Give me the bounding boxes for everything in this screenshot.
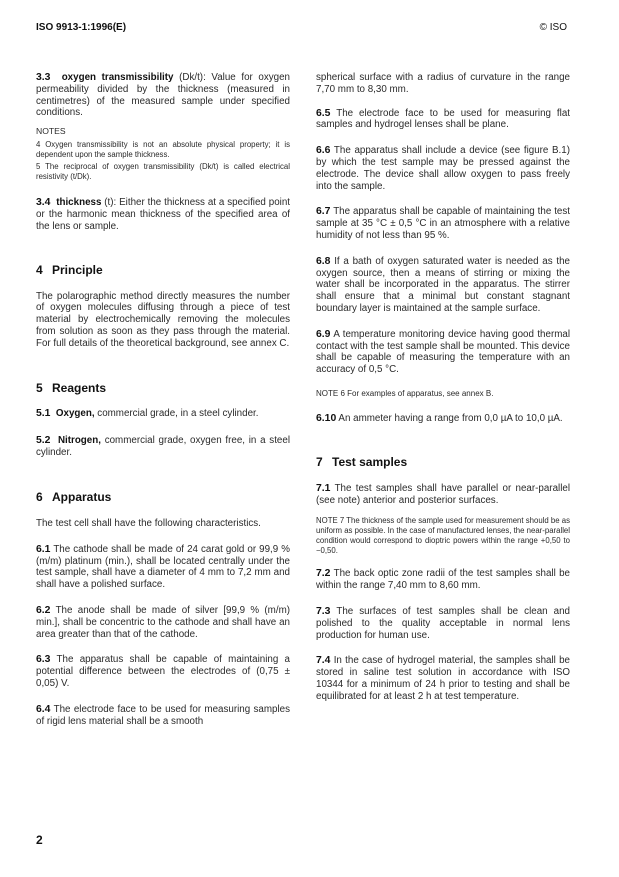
clause-number: 3.4 <box>36 197 51 209</box>
clause-text: The surfaces of test samples shall be clean and polished to the quality acceptable in normal lens production for human use. <box>316 605 570 641</box>
clause-term: Oxygen, <box>55 407 95 419</box>
clause-number: 5.2 <box>36 435 51 447</box>
clause-6-1 <box>36 544 290 591</box>
clause-number: 6.8 <box>316 255 331 267</box>
clause-number: 6.2 <box>36 604 51 616</box>
note-4: 4 Oxygen transmissibility is not an absolute physical property; it is dependent upon the sample thickness. <box>36 140 290 160</box>
right-column <box>316 72 570 703</box>
section-number: 7 <box>316 454 323 469</box>
clause-6-8 <box>316 256 570 315</box>
clause-text: The cathode shall be made of 24 carat gold or 99,9 % (m/m) platinum (min.), shall be located centrally under the test sample, shall have a diameter of 4 mm to 7,2 mm and shall have a polished surface. <box>36 543 290 591</box>
copyright-mark: © ISO <box>539 22 567 33</box>
clause-number: 6.9 <box>316 328 331 340</box>
clause-text: The electrode face to be used for measuring flat samples and hydrogel lenses shall be plane. <box>316 107 570 131</box>
section-heading-principle <box>36 263 290 277</box>
clause-term: Nitrogen, <box>57 435 101 447</box>
clause-6-9 <box>316 329 570 376</box>
section-heading-apparatus <box>36 490 290 504</box>
clause-text: An ammeter having a range from 0,0 µA to 10,0 µA. <box>336 412 563 424</box>
clause-text: In the case of hydrogel material, the samples shall be stored in saline test solution in accordance with ISO 10344 for a minimum of 24 h prior to testing and shall be equilibrated for at least 2 h at test temperature. <box>316 655 570 702</box>
apparatus-intro: The test cell shall have the following characteristics. <box>36 517 261 529</box>
clause-number: 7.2 <box>316 568 331 580</box>
section-number: 5 <box>36 380 43 395</box>
clause-number: 6.1 <box>36 543 51 555</box>
note-7: NOTE 7 The thickness of the sample used for measurement should be as uniform as possible. In the case of manufactured lenses, the near-parallel condition would correspond to dioptric powers within the range +0,50 to −0,50. <box>316 516 570 556</box>
clause-term: thickness <box>56 197 102 209</box>
clause-7-4 <box>316 655 570 702</box>
clause-text: The apparatus shall include a device (see figure B.1) by which the test sample may be pressed against the electrode. The device shall allow oxygen to pass freely into the sample. <box>316 145 570 192</box>
section-title: Test samples <box>332 454 408 469</box>
clause-6-6 <box>316 145 570 192</box>
clause-7-2 <box>316 568 570 592</box>
clause-text: commercial grade, in a steel cylinder. <box>94 407 259 419</box>
clause-term: oxygen transmissibility <box>61 72 174 83</box>
note-5: 5 The reciprocal of oxygen transmissibility (Dk/t) is called electrical resistivity (t/Dk). <box>36 162 290 182</box>
clause-number: 7.4 <box>316 655 331 667</box>
clause-number: 6.7 <box>316 206 331 218</box>
clause-3-3 <box>36 72 290 119</box>
section-title: Principle <box>52 262 103 277</box>
clause-text: The apparatus shall be capable of maintaining the test sample at 35 °C ± 0,5 °C in an atmosphere with a relative humidity of not less than 95 %. <box>316 206 570 241</box>
principle-text: The polarographic method directly measures the number of oxygen molecules diffusing through a piece of test material by electrochemically removing the molecules from solution as soon as they pass through the material. For full details of the theoretical background, see annex C. <box>36 290 290 349</box>
clause-text: (t): Either the thickness at a specified point or the harmonic mean thickness of the specified area of the lens or sample. <box>36 197 290 232</box>
clause-number: 7.1 <box>316 482 331 494</box>
clause-number: 6.3 <box>36 654 51 666</box>
clause-3-4 <box>36 197 290 232</box>
notes-heading: NOTES <box>36 126 66 137</box>
left-column <box>36 72 290 727</box>
clause-text: If a bath of oxygen saturated water is needed as the oxygen source, then a means of stirring or mixing the water shall be incorporated in the apparatus. The stirrer shall ensure that a minimal but constant stagnant boundary layer is maintained at the sample surface. <box>316 255 570 314</box>
page-number: 2 <box>36 833 43 847</box>
clause-number: 6.6 <box>316 145 331 157</box>
clause-text: The back optic zone radii of the test samples shall be within the range 7,40 mm to 8,60 mm. <box>316 568 570 592</box>
clause-5-2 <box>36 435 290 459</box>
section-number: 4 <box>36 262 43 277</box>
clause-5-1 <box>36 408 290 420</box>
clause-text: The anode shall be made of silver [99,9 % (m/m) min.], shall be concentric to the cathode and shall have an area greater than that of the cathode. <box>36 604 290 640</box>
clause-number: 6.10 <box>316 412 337 424</box>
section-title: Reagents <box>52 380 107 395</box>
clause-text: The test samples shall have parallel or near-parallel (see note) anterior and posterior surfaces. <box>316 482 570 506</box>
clause-text: The apparatus shall be capable of maintaining a potential difference between the electrodes of (0,75 ± 0,05) V. <box>36 654 290 689</box>
clause-text: A temperature monitoring device having good thermal contact with the test sample shall be mounted. This device shall be capable of measuring the temperature with an accuracy of 0,5 °C. <box>316 328 570 376</box>
clause-6-10 <box>316 413 570 425</box>
clause-6-7 <box>316 206 570 241</box>
clause-text: (Dk/t): Value for oxygen permeability divided by the thickness (measured in centimetres) of the measured sample under specified conditions. <box>36 72 291 119</box>
clause-6-4 <box>36 704 290 728</box>
clause-6-5 <box>316 108 570 132</box>
clause-6-3 <box>36 654 290 689</box>
document-id: ISO 9913-1:1996(E) <box>36 22 127 33</box>
note-6: NOTE 6 For examples of apparatus, see annex B. <box>316 388 494 398</box>
section-heading-reagents <box>36 381 290 395</box>
clause-text: commercial grade, oxygen free, in a steel cylinder. <box>36 435 290 459</box>
clause-number: 5.1 <box>36 407 51 419</box>
clause-7-1 <box>316 483 570 507</box>
section-number: 6 <box>36 489 43 504</box>
clause-7-3 <box>316 606 570 641</box>
clause-6-4-continued: spherical surface with a radius of curvature in the range 7,70 mm to 8,30 mm. <box>316 72 570 95</box>
section-heading-test-samples <box>316 455 570 469</box>
clause-text: The electrode face to be used for measuring samples of rigid lens material shall be a smooth <box>36 703 290 727</box>
clause-number: 6.5 <box>316 107 331 119</box>
clause-6-2 <box>36 605 290 640</box>
clause-number: 7.3 <box>316 605 331 617</box>
section-title: Apparatus <box>52 489 112 504</box>
clause-number: 3.3 <box>36 72 51 83</box>
clause-number: 6.4 <box>36 703 51 715</box>
